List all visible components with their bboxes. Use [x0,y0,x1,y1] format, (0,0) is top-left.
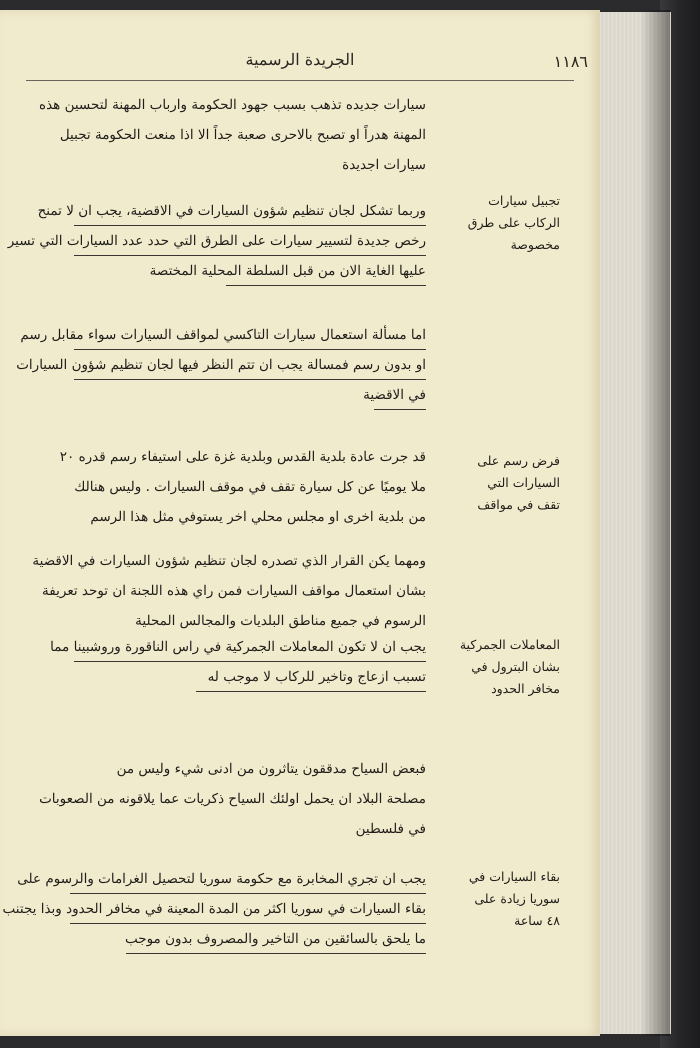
header-rule [26,80,574,81]
paragraph-line: او بدون رسم فمسالة يجب ان تتم النظر فيها لجان تنظيم شؤون السيارات [74,350,426,380]
margin-note-line: مخافر الحدود [491,681,560,696]
paragraph-8 [2,864,426,954]
paragraph-line: في فلسطين [355,821,426,837]
margin-note-line: بشان البترول في [471,659,560,674]
paragraph-line: قد جرت عادة بلدية القدس وبلدية غزة على استيفاء رسم قدره ٢٠ [59,449,426,465]
margin-note-line: السيارات التي [487,475,560,490]
gutter-shadow [640,10,670,1036]
paragraph-4 [59,442,426,532]
margin-note-line: الركاب على طرق [467,215,560,230]
paragraph-line: يجب ان لا تكون المعاملات الجمركية في راس الناقورة وروشبينا مما [74,632,426,662]
paragraph-line: سيارات اجديدة [342,157,426,173]
margin-note-line: تجبيل سيارات [488,193,560,208]
margin-note-2 [438,450,560,516]
running-header [0,10,600,76]
margin-note-1 [438,190,560,256]
paragraph-line: بشان استعمال مواقف السيارات فمن راي هذه اللجنة ان توحد تعريفة [42,583,426,599]
margin-note-4 [438,866,560,932]
paragraph-line: وربما تشكل لجان تنظيم شؤون السيارات في الاقضية، يجب ان لا تمنح [74,196,426,226]
paragraph-line: سيارات جديده تذهب بسبب جهود الحكومة وارباب المهنة لتحسين هذه [39,97,426,113]
paragraph-line: ومهما يكن القرار الذي تصدره لجان تنظيم شؤون السيارات في الاقضية [32,553,426,569]
paragraph-line: مصلحة البلاد ان يحمل اولئك السياح ذكريات عما يلاقونه من الصعوبات [39,791,426,807]
paragraph-2 [7,196,426,286]
margin-note-3 [438,634,560,700]
paragraph-line: ما يلحق بالسائقين من التاخير والمصروف بدون موجب [126,924,426,954]
margin-note-line: تقف في مواقف [477,497,560,512]
paragraph-line: رخص جديدة لتسيير سيارات على الطرق التي حدد عدد السيارات التي تسير [74,226,426,256]
paragraph-line: عليها الغاية الان من قبل السلطة المحلية المختصة [226,256,426,286]
document-page [0,10,600,1036]
paragraph-3 [16,320,426,410]
paragraph-6 [50,632,426,692]
margin-note-line: ٤٨ ساعة [514,913,560,928]
paragraph-line: يجب ان تجري المخابرة مع حكومة سوريا لتحصيل الغرامات والرسوم على [70,864,426,894]
margin-note-line: سوريا زيادة على [474,891,560,906]
margin-note-line: مخصوصة [510,237,560,252]
paragraph-line: المهنة هدراً او تصبح بالاحرى صعبة جداً الا اذا منعت الحكومة تجبيل [59,127,426,143]
journal-title: الجريدة الرسمية [245,50,355,69]
margin-note-line: بقاء السيارات في [468,869,560,884]
paragraph-1 [39,90,426,180]
paragraph-line: اما مسألة استعمال سيارات التاكسي لمواقف السيارات سواء مقابل رسم [74,320,426,350]
paragraph-line: تسبب ازعاج وتاخير للركاب لا موجب له [196,662,426,692]
paragraph-line: فبعض السياح مدققون يتاثرون من ادنى شيء وليس من [116,761,426,777]
margin-note-line: فرض رسم على [477,453,560,468]
paragraph-5 [32,546,426,636]
paragraph-line: في الاقضية [374,380,426,410]
paragraph-line: ملا يوميًا عن كل سيارة تقف في موقف السيارات . وليس هنالك [74,479,426,495]
page-number: ١١٨٦ [553,52,588,71]
paragraph-line: من بلدية اخرى او مجلس محلي اخر يستوفي مثل هذا الرسم [90,509,426,525]
margin-note-line: المعاملات الجمركية [459,637,560,652]
paragraph-line: بقاء السيارات في سوريا اكثر من المدة المعينة في مخافر الحدود وبذا يجتنب [70,894,426,924]
paragraph-7 [39,754,426,844]
paragraph-line: الرسوم في جميع مناطق البلديات والمجالس المحلية [135,613,426,629]
